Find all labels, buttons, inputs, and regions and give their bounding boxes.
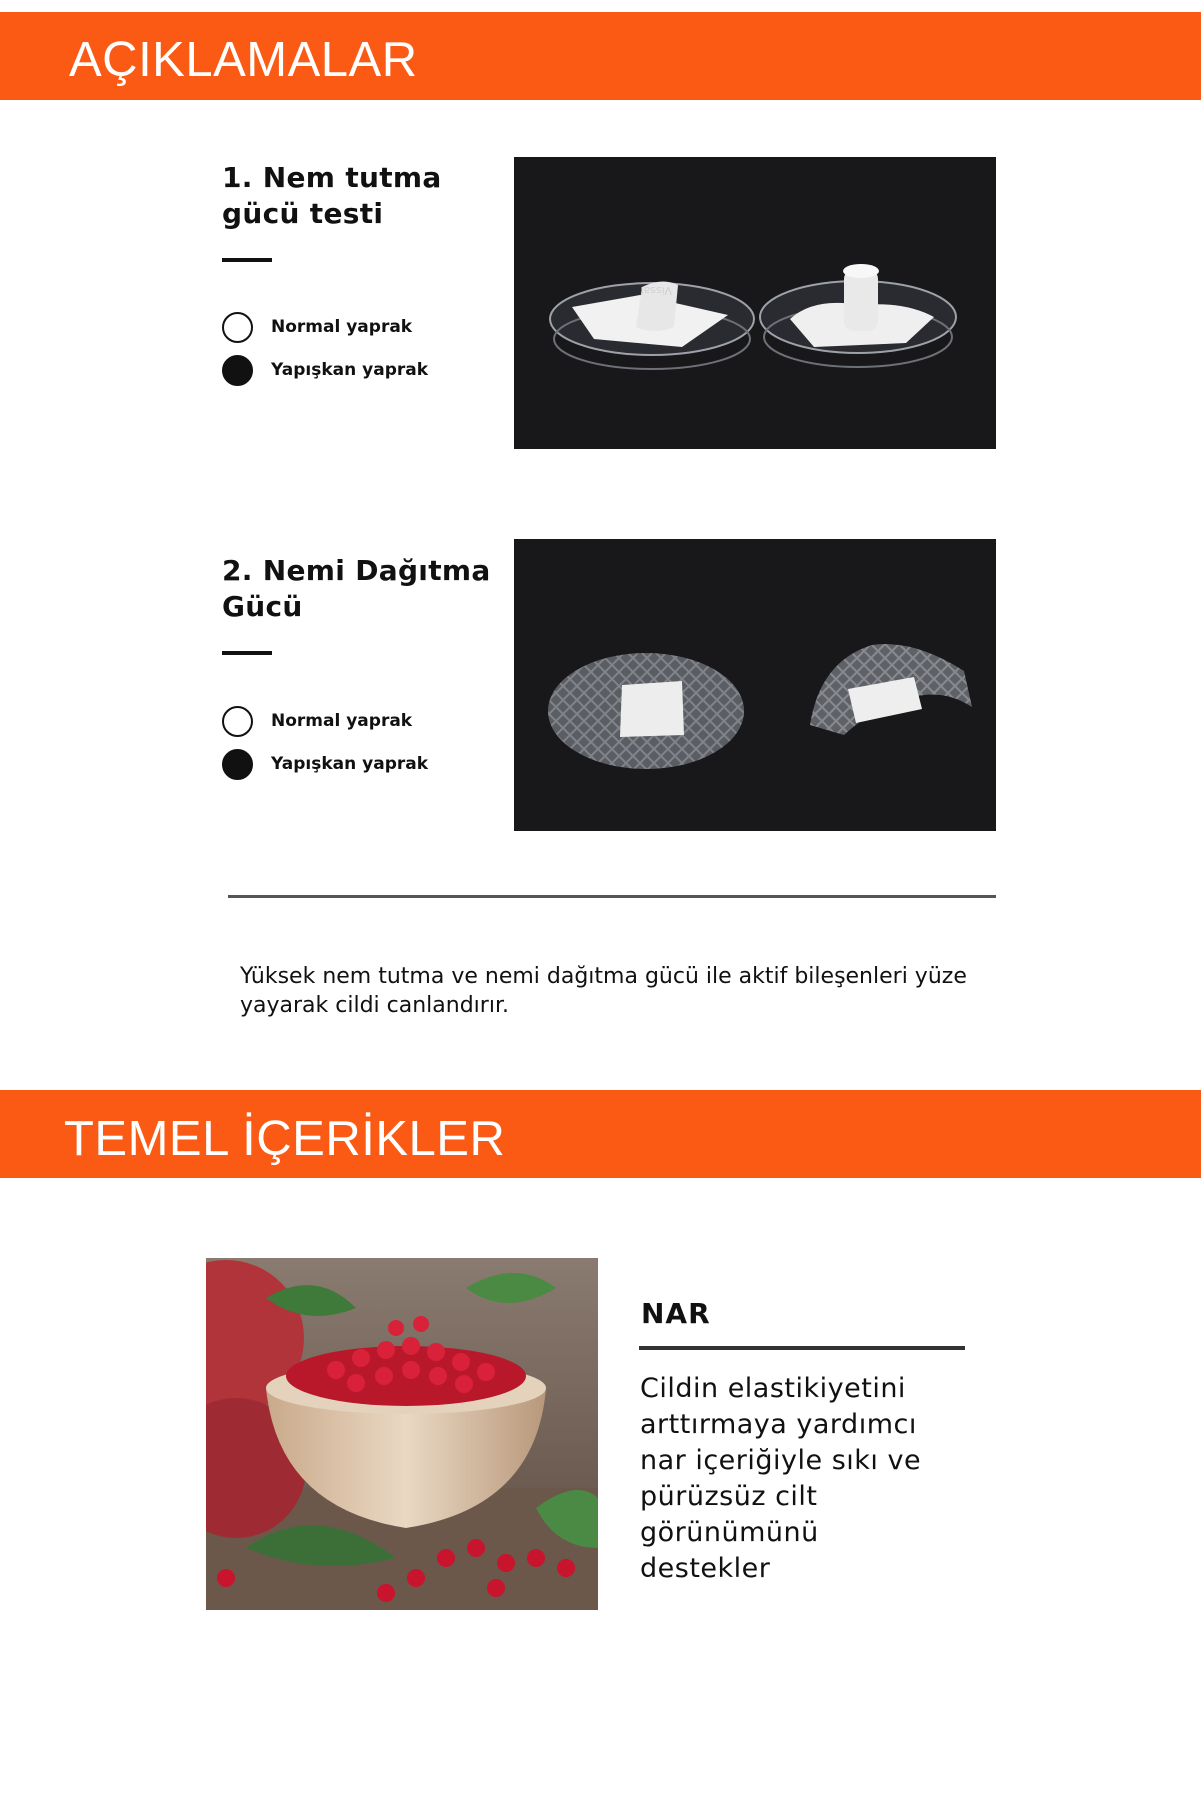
description-line: destekler [640, 1553, 771, 1584]
legend-item-normal [222, 310, 412, 344]
description-line: pürüzsüz cilt [640, 1481, 818, 1512]
petri-dish-illustration [514, 157, 996, 449]
section-title: TEMEL İÇERİKLER [64, 1112, 506, 1166]
circle-filled-icon [222, 355, 253, 386]
sheet-spread-photo [514, 539, 996, 831]
title-underline [222, 258, 272, 262]
sheet-spread-illustration [514, 539, 996, 831]
legend-label: Yapışkan yaprak [271, 754, 429, 774]
legend-label: Yapışkan yaprak [271, 360, 429, 380]
test-1-title: 1. Nem tutma gücü testi [222, 161, 442, 230]
legend-label: Normal yaprak [271, 317, 413, 337]
dish-brand-label: Vissal [640, 284, 672, 297]
petri-dish-photo [514, 157, 996, 449]
section-divider [228, 895, 996, 898]
legend-item-normal [222, 704, 412, 738]
pomegranate-photo [206, 1258, 598, 1610]
test-2-title: 2. Nemi Dağıtma Gücü [222, 554, 491, 623]
ingredient-description [640, 1371, 970, 1587]
title-underline [222, 651, 272, 655]
legend-item-sticky [222, 747, 428, 781]
description-line: arttırmaya yardımcı [640, 1409, 917, 1440]
section-banner-temel-icerikler [0, 1090, 1201, 1178]
legend-label: Normal yaprak [271, 711, 413, 731]
description-line: Cildin elastikiyetini [640, 1373, 906, 1404]
circle-filled-icon [222, 749, 253, 780]
ingredient-name: NAR [641, 1297, 711, 1330]
circle-outline-icon [222, 312, 253, 343]
legend-item-sticky [222, 353, 428, 387]
pomegranate-illustration [206, 1258, 598, 1610]
section-banner-aciklamalar [0, 12, 1201, 100]
description-line: nar içeriğiyle sıkı ve [640, 1445, 922, 1476]
circle-outline-icon [222, 706, 253, 737]
description-line: görünümünü [640, 1517, 819, 1548]
section-title: AÇIKLAMALAR [69, 33, 418, 87]
summary-text: Yüksek nem tutma ve nemi dağıtma gücü ile aktif bileşenleri yüze yayarak cildi canlandırır. [240, 964, 967, 1018]
ingredient-rule [639, 1346, 965, 1350]
